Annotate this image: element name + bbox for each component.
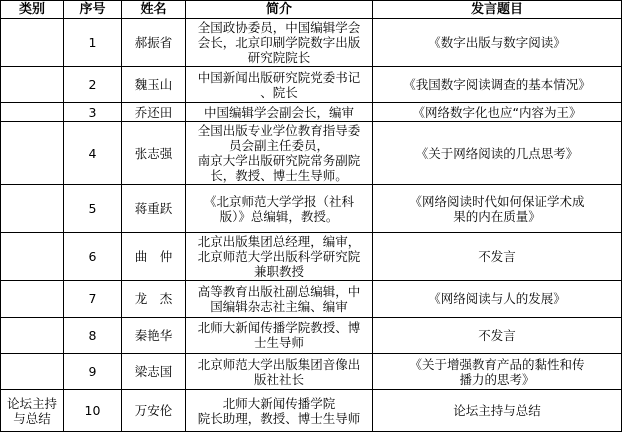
intro-cell-line: 中国编辑学会副会长，编审 [203,104,354,120]
intro-cell-line: 南京大学出版研究院常务副院 [197,153,361,169]
topic-cell-line: 播力的思考》 [459,371,535,387]
category-cell [1,317,64,353]
name-cell: 乔还田 [122,103,186,122]
table-row [1,121,622,184]
category-cell [1,185,64,233]
topic-cell-line: 《网络阅读时代如何保证学术成 [409,193,585,209]
header-row [1,1,622,19]
table-row [1,233,622,281]
header-number: 序号 [64,1,122,19]
intro-cell-line: 研究院院长 [247,49,311,65]
topic-cell [373,317,622,353]
number-cell: 4 [64,121,122,184]
intro-cell-line: 长，教授、博士生导师。 [210,168,348,184]
intro-cell [186,103,373,122]
intro-cell-line: 全国出版专业学位教育指导委 [197,123,361,139]
name-cell: 秦艳华 [122,317,186,353]
name-cell: 蒋重跃 [122,185,186,233]
intro-cell-line: 院长助理，教授、博士生导师 [197,410,361,426]
intro-cell [186,66,373,102]
topic-cell [373,390,622,432]
category-cell [1,19,64,67]
intro-cell [186,390,373,432]
topic-cell [373,103,622,122]
table-row [1,103,622,122]
category-cell [1,233,64,281]
topic-cell-line: 《我国数字阅读调查的基本情况》 [403,77,591,93]
topic-cell-line: 《网络阅读与人的发展》 [428,291,566,307]
header-name: 姓名 [122,1,186,19]
intro-cell-line: 北师大新闻传播学院 [222,395,336,411]
category-cell [1,281,64,317]
intro-cell [186,185,373,233]
topic-cell [373,66,622,102]
number-cell: 7 [64,281,122,317]
table-row [1,317,622,353]
name-cell: 郝振省 [122,19,186,67]
intro-cell-line: 、院长 [260,84,298,100]
intro-cell-line: 《北京师范大学学报（社科 [203,193,354,209]
topic-cell-line: 《关于增强教育产品的黏性和传 [409,356,585,372]
intro-cell [186,121,373,184]
name-cell: 魏玉山 [122,66,186,102]
topic-cell-line: 《数字出版与数字阅读》 [428,34,566,50]
table-row [1,185,622,233]
number-cell: 6 [64,233,122,281]
intro-cell-line: 高等教育出版社副总编辑，中 [197,283,361,299]
table-body [1,19,622,432]
intro-cell-line: 北京师范大学出版科学研究院 [197,249,361,265]
intro-cell [186,233,373,281]
category-cell [1,121,64,184]
number-cell: 9 [64,353,122,389]
category-cell [1,66,64,102]
intro-cell [186,281,373,317]
header-topic: 发言题目 [373,1,622,19]
number-cell: 1 [64,19,122,67]
name-cell: 万安伦 [122,390,186,432]
table-row [1,281,622,317]
topic-cell [373,19,622,67]
name-cell: 梁志国 [122,353,186,389]
intro-cell-line: 版社社长 [253,371,304,387]
table-row [1,353,622,389]
name-cell: 龙 杰 [122,281,186,317]
intro-cell-line: 兼职教授 [253,264,304,280]
topic-cell [373,353,622,389]
intro-cell-line: 员会副主任委员， [228,138,329,154]
topic-cell [373,185,622,233]
name-cell: 张志强 [122,121,186,184]
topic-cell [373,121,622,184]
number-cell: 3 [64,103,122,122]
intro-cell-line: 中国新闻出版研究院党委书记 [197,69,361,85]
category-cell [1,353,64,389]
intro-cell-line: 会长，北京印刷学院数字出版 [197,34,361,50]
header-category: 类别 [1,1,64,19]
header-intro: 简介 [186,1,373,19]
topic-cell [373,281,622,317]
topic-cell [373,233,622,281]
topic-cell-line: 果的内在质量》 [453,208,541,224]
number-cell: 2 [64,66,122,102]
topic-cell-line: 论坛主持与总结 [453,403,541,419]
intro-cell-line: 士生导师 [253,335,304,351]
topic-cell-line: 不发言 [478,249,516,265]
intro-cell-line: 北师大新闻传播学院教授、博 [197,320,361,336]
table-row [1,66,622,102]
name-cell: 曲 仲 [122,233,186,281]
table-row [1,19,622,67]
category-cell [1,103,64,122]
intro-cell-line: 版）》总编辑，教授。 [219,208,339,224]
intro-cell [186,353,373,389]
intro-cell-line: 国编辑杂志社主编、编审 [210,298,348,314]
number-cell: 5 [64,185,122,233]
topic-cell-line: 《关于网络阅读的几点思考》 [415,145,579,161]
number-cell: 10 [64,390,122,432]
number-cell: 8 [64,317,122,353]
topic-cell-line: 不发言 [478,327,516,343]
intro-cell-line: 全国政协委员，中国编辑学会 [197,19,361,35]
intro-cell [186,317,373,353]
table-row [1,390,622,432]
category-cell: 论坛主持与总结 [1,390,64,432]
intro-cell-line: 北京师范大学出版集团音像出 [197,356,361,372]
topic-cell-line: 《网络数字化也应“内容为王》 [412,104,582,120]
intro-cell-line: 北京出版集团总经理，编审， [197,234,361,250]
intro-cell [186,19,373,67]
